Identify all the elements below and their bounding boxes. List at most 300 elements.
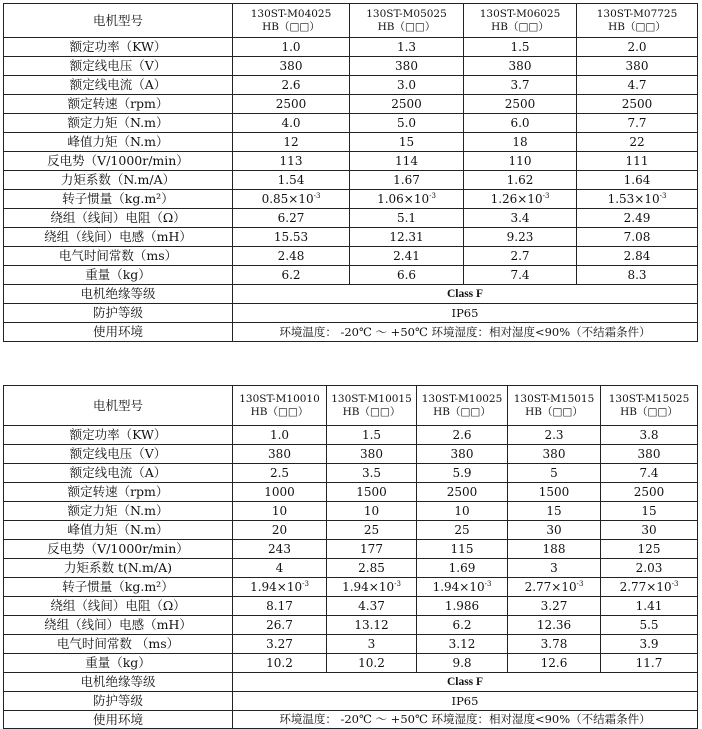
cell-value: 10.2 bbox=[358, 655, 385, 670]
table-row bbox=[4, 228, 698, 247]
cell-value: 12.6 bbox=[540, 655, 568, 670]
table-cell bbox=[417, 464, 508, 483]
table-row bbox=[4, 152, 698, 171]
table-row bbox=[4, 445, 698, 464]
table-cell bbox=[577, 57, 698, 76]
cell-value: 2.77×10 bbox=[524, 579, 577, 594]
row-label: 转子惯量（kg.m²） bbox=[4, 190, 233, 209]
table-cell bbox=[464, 152, 577, 171]
cell-value: 380 bbox=[542, 446, 566, 461]
cell-value: 12 bbox=[283, 134, 299, 149]
table-row bbox=[4, 38, 698, 57]
table-cell bbox=[508, 464, 601, 483]
table-cell bbox=[233, 464, 327, 483]
insulation-label: 电机绝缘等级 bbox=[4, 673, 233, 692]
model-name: 130ST-M04025 bbox=[250, 8, 332, 21]
cell-value: 113 bbox=[279, 153, 303, 168]
cell-value: 2500 bbox=[446, 484, 478, 499]
row-label: 额定线电压（V） bbox=[4, 57, 233, 76]
row-label: 反电势（V/1000r/min） bbox=[4, 152, 233, 171]
cell-value: 2.3 bbox=[544, 427, 564, 442]
cell-value: 125 bbox=[637, 541, 661, 556]
cell-value: 1.53×10 bbox=[607, 191, 660, 206]
protection-label: 防护等级 bbox=[4, 304, 233, 323]
table-cell bbox=[233, 57, 350, 76]
table-cell bbox=[577, 133, 698, 152]
table-row bbox=[4, 559, 698, 578]
row-label: 力矩系数 t(N.m/A) bbox=[4, 559, 233, 578]
table-cell bbox=[577, 171, 698, 190]
row-label: 额定力矩（N.m） bbox=[4, 114, 233, 133]
row-label: 额定力矩（N.m） bbox=[4, 502, 233, 521]
table-cell bbox=[601, 578, 698, 597]
model-header bbox=[233, 4, 350, 38]
spec-table-2 bbox=[3, 385, 698, 729]
cell-value: 2.41 bbox=[393, 248, 420, 263]
cell-value: 1.64 bbox=[623, 172, 651, 187]
table-cell bbox=[417, 521, 508, 540]
cell-value: 3.78 bbox=[540, 636, 568, 651]
cell-value: 2.49 bbox=[623, 210, 651, 225]
cell-value: 10 bbox=[363, 503, 380, 518]
protection-value: IP65 bbox=[233, 304, 698, 323]
cell-value: 9.8 bbox=[452, 655, 472, 670]
table-row bbox=[4, 483, 698, 502]
cell-value: 22 bbox=[629, 134, 645, 149]
cell-value: 1.26×10 bbox=[490, 191, 543, 206]
table-cell bbox=[327, 540, 417, 559]
table-cell bbox=[508, 483, 601, 502]
cell-value: 12.31 bbox=[389, 229, 424, 244]
cell-value: 2500 bbox=[504, 96, 536, 111]
cell-value: 2.84 bbox=[623, 248, 651, 263]
table-cell bbox=[233, 578, 327, 597]
cell-value: 18 bbox=[512, 134, 528, 149]
cell-value: 380 bbox=[268, 446, 291, 461]
model-name: 130ST-M10025 bbox=[421, 393, 503, 406]
table-row bbox=[4, 464, 698, 483]
cell-value: 188 bbox=[542, 541, 566, 556]
table-cell bbox=[350, 133, 464, 152]
cell-value: 12.36 bbox=[536, 617, 572, 632]
cell-value: 5 bbox=[550, 465, 558, 480]
table-cell bbox=[350, 76, 464, 95]
model-name: 130ST-M06025 bbox=[479, 8, 561, 21]
table-cell bbox=[508, 616, 601, 635]
row-label: 绕组（线间）电感（mH） bbox=[4, 228, 233, 247]
model-suffix: HB（□□） bbox=[262, 20, 320, 33]
environment-label: 使用环境 bbox=[4, 711, 233, 729]
insulation-row bbox=[4, 673, 698, 692]
model-header bbox=[577, 4, 698, 38]
table-row bbox=[4, 502, 698, 521]
cell-value: 7.08 bbox=[623, 229, 651, 244]
table-row bbox=[4, 521, 698, 540]
table-cell bbox=[233, 114, 350, 133]
table-cell bbox=[327, 616, 417, 635]
table-row bbox=[4, 597, 698, 616]
table-cell bbox=[327, 521, 417, 540]
table-cell bbox=[233, 266, 350, 285]
table-row bbox=[4, 95, 698, 114]
cell-value: 15 bbox=[641, 503, 657, 518]
cell-value: 2.77×10 bbox=[619, 579, 672, 594]
cell-value: 1.5 bbox=[510, 39, 530, 54]
model-name: 130ST-M10015 bbox=[331, 393, 412, 406]
environment-row bbox=[4, 711, 698, 729]
cell-value: 30 bbox=[641, 522, 657, 537]
model-name: 130ST-M07725 bbox=[596, 8, 678, 21]
cell-value: 1500 bbox=[538, 484, 570, 499]
model-suffix: HB（□□） bbox=[491, 20, 549, 33]
row-label: 额定转速（rpm） bbox=[4, 483, 233, 502]
cell-value: 3.4 bbox=[510, 210, 530, 225]
table-row bbox=[4, 247, 698, 266]
table-cell bbox=[577, 38, 698, 57]
cell-value: 5.1 bbox=[396, 210, 417, 225]
table-cell bbox=[233, 445, 327, 464]
cell-value: 5.9 bbox=[452, 465, 472, 480]
cell-value: 3.8 bbox=[639, 427, 659, 442]
table-cell bbox=[508, 578, 601, 597]
spec-table-1 bbox=[3, 3, 698, 342]
table-cell bbox=[577, 152, 698, 171]
exponent: -3 bbox=[671, 579, 679, 588]
model-header bbox=[508, 386, 601, 426]
table-row bbox=[4, 578, 698, 597]
table-cell bbox=[350, 171, 464, 190]
table-cell bbox=[577, 266, 698, 285]
cell-value: 2.03 bbox=[635, 560, 663, 575]
table-row bbox=[4, 266, 698, 285]
table-row bbox=[4, 654, 698, 673]
cell-value: 114 bbox=[395, 153, 418, 168]
table-cell bbox=[601, 445, 698, 464]
model-header bbox=[327, 386, 417, 426]
cell-value: 11.7 bbox=[635, 655, 663, 670]
table-cell bbox=[577, 190, 698, 209]
cell-value: 8.17 bbox=[266, 598, 293, 613]
exponent: -3 bbox=[542, 191, 550, 200]
header-label: 电机型号 bbox=[4, 4, 233, 38]
exponent: -3 bbox=[302, 579, 309, 588]
cell-value: 380 bbox=[395, 58, 418, 73]
table-cell bbox=[464, 266, 577, 285]
table-cell bbox=[233, 521, 327, 540]
cell-value: 1.5 bbox=[361, 427, 382, 442]
table-row bbox=[4, 209, 698, 228]
table-cell bbox=[327, 426, 417, 445]
cell-value: 6.27 bbox=[277, 210, 305, 225]
cell-value: 1000 bbox=[264, 484, 295, 499]
cell-value: 380 bbox=[360, 446, 383, 461]
cell-value: 3.0 bbox=[396, 77, 417, 92]
cell-value: 6.2 bbox=[452, 617, 472, 632]
table-cell bbox=[417, 654, 508, 673]
header-row bbox=[4, 386, 698, 426]
row-label: 重量（kg） bbox=[4, 266, 233, 285]
table-cell bbox=[417, 426, 508, 445]
table-cell bbox=[417, 540, 508, 559]
row-label: 反电势（V/1000r/min） bbox=[4, 540, 233, 559]
cell-value: 1.67 bbox=[393, 172, 420, 187]
header-row bbox=[4, 4, 698, 38]
cell-value: 1.54 bbox=[277, 172, 305, 187]
table-cell bbox=[327, 483, 417, 502]
table-cell bbox=[233, 540, 327, 559]
cell-value: 1.94×10 bbox=[432, 579, 485, 594]
table-cell bbox=[464, 76, 577, 95]
model-name: 130ST-M15025 bbox=[608, 393, 690, 406]
exponent: -3 bbox=[659, 191, 667, 200]
cell-value: 1.06×10 bbox=[377, 191, 430, 206]
row-label: 峰值力矩（N.m） bbox=[4, 521, 233, 540]
cell-value: 15 bbox=[398, 134, 415, 149]
environment-value: 环境温度： -20℃ ～ +50℃ 环境湿度：相对湿度<90%（不结霜条件） bbox=[233, 323, 698, 342]
table-cell bbox=[508, 445, 601, 464]
cell-value: 2500 bbox=[391, 96, 422, 111]
cell-value: 4.7 bbox=[627, 77, 647, 92]
row-label: 额定功率（KW） bbox=[4, 426, 233, 445]
model-header bbox=[350, 4, 464, 38]
table-cell bbox=[327, 654, 417, 673]
table-cell bbox=[233, 559, 327, 578]
cell-value: 1.41 bbox=[635, 598, 663, 613]
cell-value: 2.85 bbox=[358, 560, 385, 575]
insulation-value: Class F bbox=[233, 285, 698, 304]
table-cell bbox=[417, 483, 508, 502]
table-cell bbox=[464, 38, 577, 57]
cell-value: 3.27 bbox=[266, 636, 293, 651]
table-cell bbox=[464, 247, 577, 266]
cell-value: 7.4 bbox=[510, 267, 530, 282]
protection-row bbox=[4, 692, 698, 711]
cell-value: 4.0 bbox=[281, 115, 301, 130]
table-cell bbox=[508, 540, 601, 559]
table-cell bbox=[601, 483, 698, 502]
table-cell bbox=[508, 502, 601, 521]
cell-value: 115 bbox=[450, 541, 474, 556]
cell-value: 2.0 bbox=[627, 39, 647, 54]
table-cell bbox=[233, 133, 350, 152]
cell-value: 380 bbox=[450, 446, 474, 461]
model-suffix: HB（□□） bbox=[608, 20, 666, 33]
exponent: -3 bbox=[576, 579, 584, 588]
table-cell bbox=[601, 540, 698, 559]
table-cell bbox=[417, 559, 508, 578]
cell-value: 2.48 bbox=[277, 248, 305, 263]
table-cell bbox=[417, 578, 508, 597]
model-name: 130ST-M15015 bbox=[513, 393, 595, 406]
row-label: 转子惯量（kg.m²） bbox=[4, 578, 233, 597]
table-cell bbox=[233, 616, 327, 635]
cell-value: 380 bbox=[279, 58, 303, 73]
table-cell bbox=[464, 114, 577, 133]
table-cell bbox=[508, 635, 601, 654]
insulation-row bbox=[4, 285, 698, 304]
table-cell bbox=[464, 190, 577, 209]
cell-value: 1.62 bbox=[506, 172, 534, 187]
table-cell bbox=[327, 502, 417, 521]
table-cell bbox=[577, 247, 698, 266]
cell-value: 3.12 bbox=[448, 636, 476, 651]
model-header bbox=[417, 386, 508, 426]
row-label: 额定转速（rpm） bbox=[4, 95, 233, 114]
table-row bbox=[4, 616, 698, 635]
cell-value: 6.0 bbox=[510, 115, 530, 130]
table-cell bbox=[601, 464, 698, 483]
cell-value: 1.69 bbox=[448, 560, 476, 575]
table-cell bbox=[233, 597, 327, 616]
cell-value: 2.7 bbox=[510, 248, 530, 263]
table-cell bbox=[577, 228, 698, 247]
cell-value: 2500 bbox=[633, 484, 665, 499]
table-cell bbox=[350, 114, 464, 133]
cell-value: 6.2 bbox=[281, 267, 301, 282]
table-row bbox=[4, 426, 698, 445]
table-cell bbox=[417, 502, 508, 521]
table-cell bbox=[601, 616, 698, 635]
cell-value: 25 bbox=[454, 522, 470, 537]
model-name: 130ST-M05025 bbox=[366, 8, 447, 21]
table-cell bbox=[327, 559, 417, 578]
table-cell bbox=[233, 95, 350, 114]
header-label: 电机型号 bbox=[4, 386, 233, 426]
row-label: 力矩系数（N.m/A） bbox=[4, 171, 233, 190]
table-cell bbox=[417, 616, 508, 635]
table-cell bbox=[233, 483, 327, 502]
table-cell bbox=[350, 247, 464, 266]
table-cell bbox=[233, 426, 327, 445]
cell-value: 26.7 bbox=[266, 617, 293, 632]
table-cell bbox=[350, 228, 464, 247]
table-cell bbox=[508, 521, 601, 540]
model-suffix: HB（□□） bbox=[433, 405, 491, 418]
cell-value: 10 bbox=[271, 503, 288, 518]
cell-value: 25 bbox=[363, 522, 380, 537]
table-cell bbox=[417, 445, 508, 464]
model-suffix: HB（□□） bbox=[377, 20, 436, 33]
model-suffix: HB（□□） bbox=[250, 405, 309, 418]
cell-value: 13.12 bbox=[354, 617, 389, 632]
row-label: 电气时间常数 （ms） bbox=[4, 635, 233, 654]
cell-value: 111 bbox=[625, 153, 649, 168]
table-row bbox=[4, 171, 698, 190]
cell-value: 3.7 bbox=[510, 77, 530, 92]
insulation-label: 电机绝缘等级 bbox=[4, 285, 233, 304]
cell-value: 15 bbox=[546, 503, 562, 518]
cell-value: 110 bbox=[508, 153, 532, 168]
cell-value: 2.6 bbox=[452, 427, 472, 442]
table-cell bbox=[577, 209, 698, 228]
table-cell bbox=[601, 521, 698, 540]
row-label: 额定线电流（A） bbox=[4, 76, 233, 95]
table-cell bbox=[464, 228, 577, 247]
cell-value: 9.23 bbox=[506, 229, 534, 244]
table-cell bbox=[233, 209, 350, 228]
cell-value: 1.3 bbox=[396, 39, 417, 54]
table-cell bbox=[464, 95, 577, 114]
cell-value: 243 bbox=[268, 541, 291, 556]
table-cell bbox=[350, 95, 464, 114]
cell-value: 3.27 bbox=[540, 598, 568, 613]
model-suffix: HB（□□） bbox=[620, 405, 678, 418]
environment-row bbox=[4, 323, 698, 342]
table-row bbox=[4, 133, 698, 152]
cell-value: 30 bbox=[546, 522, 562, 537]
table-cell bbox=[464, 209, 577, 228]
exponent: -3 bbox=[429, 191, 436, 200]
cell-value: 4.37 bbox=[358, 598, 385, 613]
table-row bbox=[4, 540, 698, 559]
cell-value: 1.0 bbox=[269, 427, 290, 442]
table-cell bbox=[327, 445, 417, 464]
table-cell bbox=[350, 266, 464, 285]
row-label: 绕组（线间）电感（mH） bbox=[4, 616, 233, 635]
table-cell bbox=[233, 635, 327, 654]
table-cell bbox=[327, 578, 417, 597]
cell-value: 1500 bbox=[356, 484, 387, 499]
cell-value: 7.4 bbox=[639, 465, 659, 480]
table-cell bbox=[327, 635, 417, 654]
protection-value: IP65 bbox=[233, 692, 698, 711]
table-cell bbox=[350, 152, 464, 171]
table-cell bbox=[417, 597, 508, 616]
protection-label: 防护等级 bbox=[4, 692, 233, 711]
table-cell bbox=[233, 76, 350, 95]
table-row bbox=[4, 190, 698, 209]
table-row bbox=[4, 635, 698, 654]
table-cell bbox=[233, 502, 327, 521]
model-suffix: HB（□□） bbox=[525, 405, 583, 418]
cell-value: 3.9 bbox=[639, 636, 659, 651]
table-cell bbox=[577, 114, 698, 133]
cell-value: 5.0 bbox=[396, 115, 417, 130]
cell-value: 20 bbox=[271, 522, 288, 537]
table-cell bbox=[601, 559, 698, 578]
row-label: 额定线电压（V） bbox=[4, 445, 233, 464]
table-cell bbox=[350, 38, 464, 57]
cell-value: 177 bbox=[360, 541, 383, 556]
table-cell bbox=[327, 464, 417, 483]
row-label: 电气时间常数（ms） bbox=[4, 247, 233, 266]
row-label: 绕组（线间）电阻（Ω） bbox=[4, 597, 233, 616]
table-row bbox=[4, 76, 698, 95]
table-cell bbox=[417, 635, 508, 654]
cell-value: 1.986 bbox=[444, 598, 480, 613]
row-label: 额定线电流（A） bbox=[4, 464, 233, 483]
table-row bbox=[4, 114, 698, 133]
table-cell bbox=[508, 426, 601, 445]
cell-value: 380 bbox=[508, 58, 532, 73]
row-label: 额定功率（KW） bbox=[4, 38, 233, 57]
cell-value: 4 bbox=[275, 560, 284, 575]
table-row bbox=[4, 57, 698, 76]
table-cell bbox=[508, 654, 601, 673]
model-header bbox=[464, 4, 577, 38]
cell-value: 3.5 bbox=[361, 465, 382, 480]
cell-value: 2.6 bbox=[281, 77, 301, 92]
table-cell bbox=[464, 133, 577, 152]
cell-value: 7.7 bbox=[627, 115, 647, 130]
cell-value: 3 bbox=[550, 560, 558, 575]
cell-value: 2500 bbox=[275, 96, 307, 111]
table-cell bbox=[350, 209, 464, 228]
cell-value: 2500 bbox=[621, 96, 653, 111]
table-cell bbox=[601, 426, 698, 445]
row-label: 重量（kg） bbox=[4, 654, 233, 673]
protection-row bbox=[4, 304, 698, 323]
